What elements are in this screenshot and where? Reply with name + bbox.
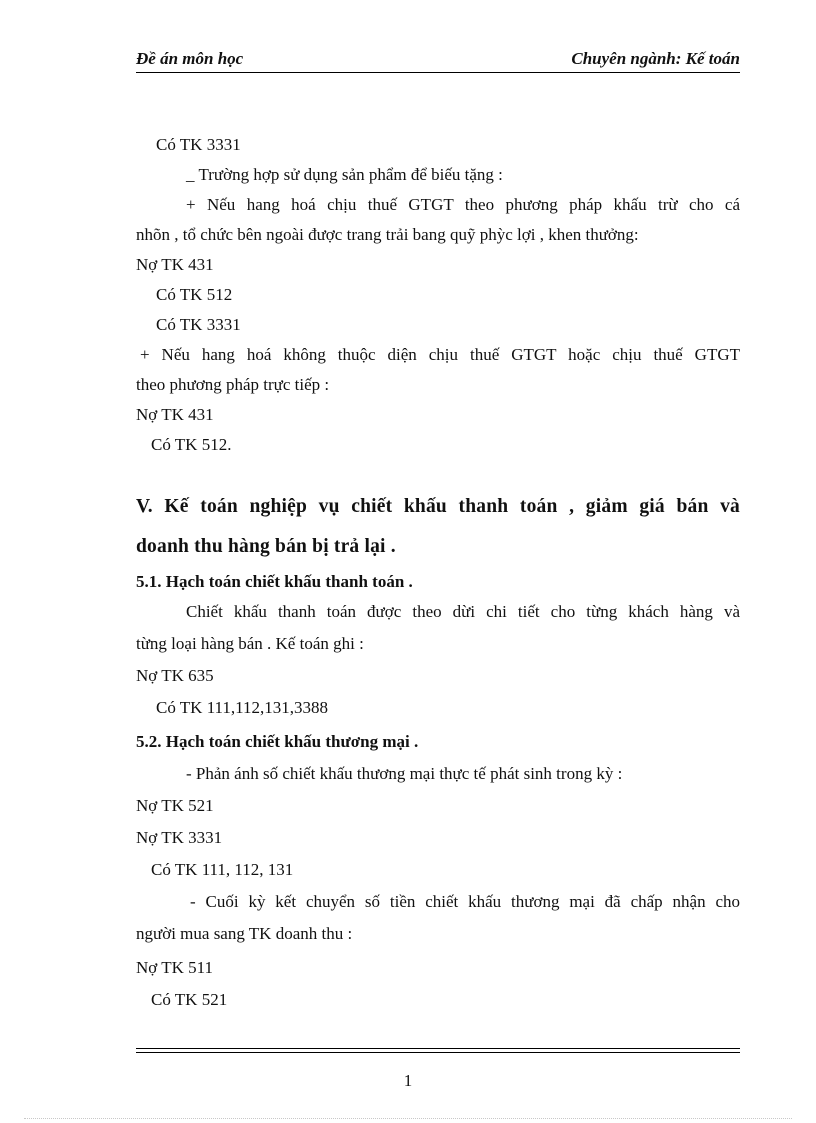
paragraph-line: - Cuối kỳ kết chuyển số tiền chiết khấu thương mại đã chấp nhận cho xyxy=(190,892,740,911)
header-course-title: Đề án môn học xyxy=(136,49,244,68)
entry-line: Có TK 521 xyxy=(151,990,228,1009)
entry-line: Nợ TK 635 xyxy=(136,666,214,685)
paragraph-line: + Nếu hang hoá không thuộc diện chịu thuế GTGT hoặc chịu thuế GTGT xyxy=(140,345,740,364)
subsection-heading: 5.2. Hạch toán chiết khấu thương mại . xyxy=(136,732,419,751)
subsection-heading: 5.1. Hạch toán chiết khấu thanh toán . xyxy=(136,572,413,591)
page-edge xyxy=(24,1118,792,1119)
paragraph-line: người mua sang TK doanh thu : xyxy=(136,924,353,943)
footer-divider xyxy=(136,1048,740,1049)
entry-line: Có TK 111,112,131,3388 xyxy=(156,698,329,717)
entry-line: Nợ TK 431 xyxy=(136,255,214,274)
paragraph-line: - Phản ánh số chiết khấu thương mại thực tế phát sinh trong kỳ : xyxy=(186,764,623,783)
paragraph-line: + Nếu hang hoá chịu thuế GTGT theo phương pháp khấu trừ cho cá xyxy=(186,195,740,214)
entry-line: Nợ TK 511 xyxy=(136,958,213,977)
header-major: Chuyên ngành: Kế toán xyxy=(571,49,740,68)
entry-line: Nợ TK 3331 xyxy=(136,828,223,847)
entry-line: Có TK 3331 xyxy=(156,135,241,154)
case-line: _ Trường hợp sử dụng sản phẩm để biếu tặng : xyxy=(186,165,503,184)
section-heading-cont: doanh thu hàng bán bị trả lại . xyxy=(136,536,396,557)
entry-line: Có TK 3331 xyxy=(156,315,241,334)
entry-line: Có TK 512 xyxy=(156,285,233,304)
entry-line: Có TK 111, 112, 131 xyxy=(151,860,294,879)
section-heading: V. Kế toán nghiệp vụ chiết khấu thanh toán , giảm giá bán và xyxy=(136,496,740,517)
page-number: 1 xyxy=(403,1071,413,1090)
paragraph-line: nhõn , tổ chức bên ngoài được trang trải bang quỹ phỳc lợi , khen thưởng: xyxy=(136,225,639,244)
entry-line: Có TK 512. xyxy=(151,435,232,454)
entry-line: Nợ TK 431 xyxy=(136,405,214,424)
entry-line: Nợ TK 521 xyxy=(136,796,214,815)
paragraph-line: Chiết khấu thanh toán được theo dừi chi tiết cho từng khách hàng và xyxy=(186,602,740,621)
header-divider xyxy=(136,72,740,73)
paragraph-line: từng loại hàng bán . Kế toán ghi : xyxy=(136,634,364,653)
footer-divider xyxy=(136,1052,740,1053)
paragraph-line: theo phương pháp trực tiếp : xyxy=(136,375,330,394)
